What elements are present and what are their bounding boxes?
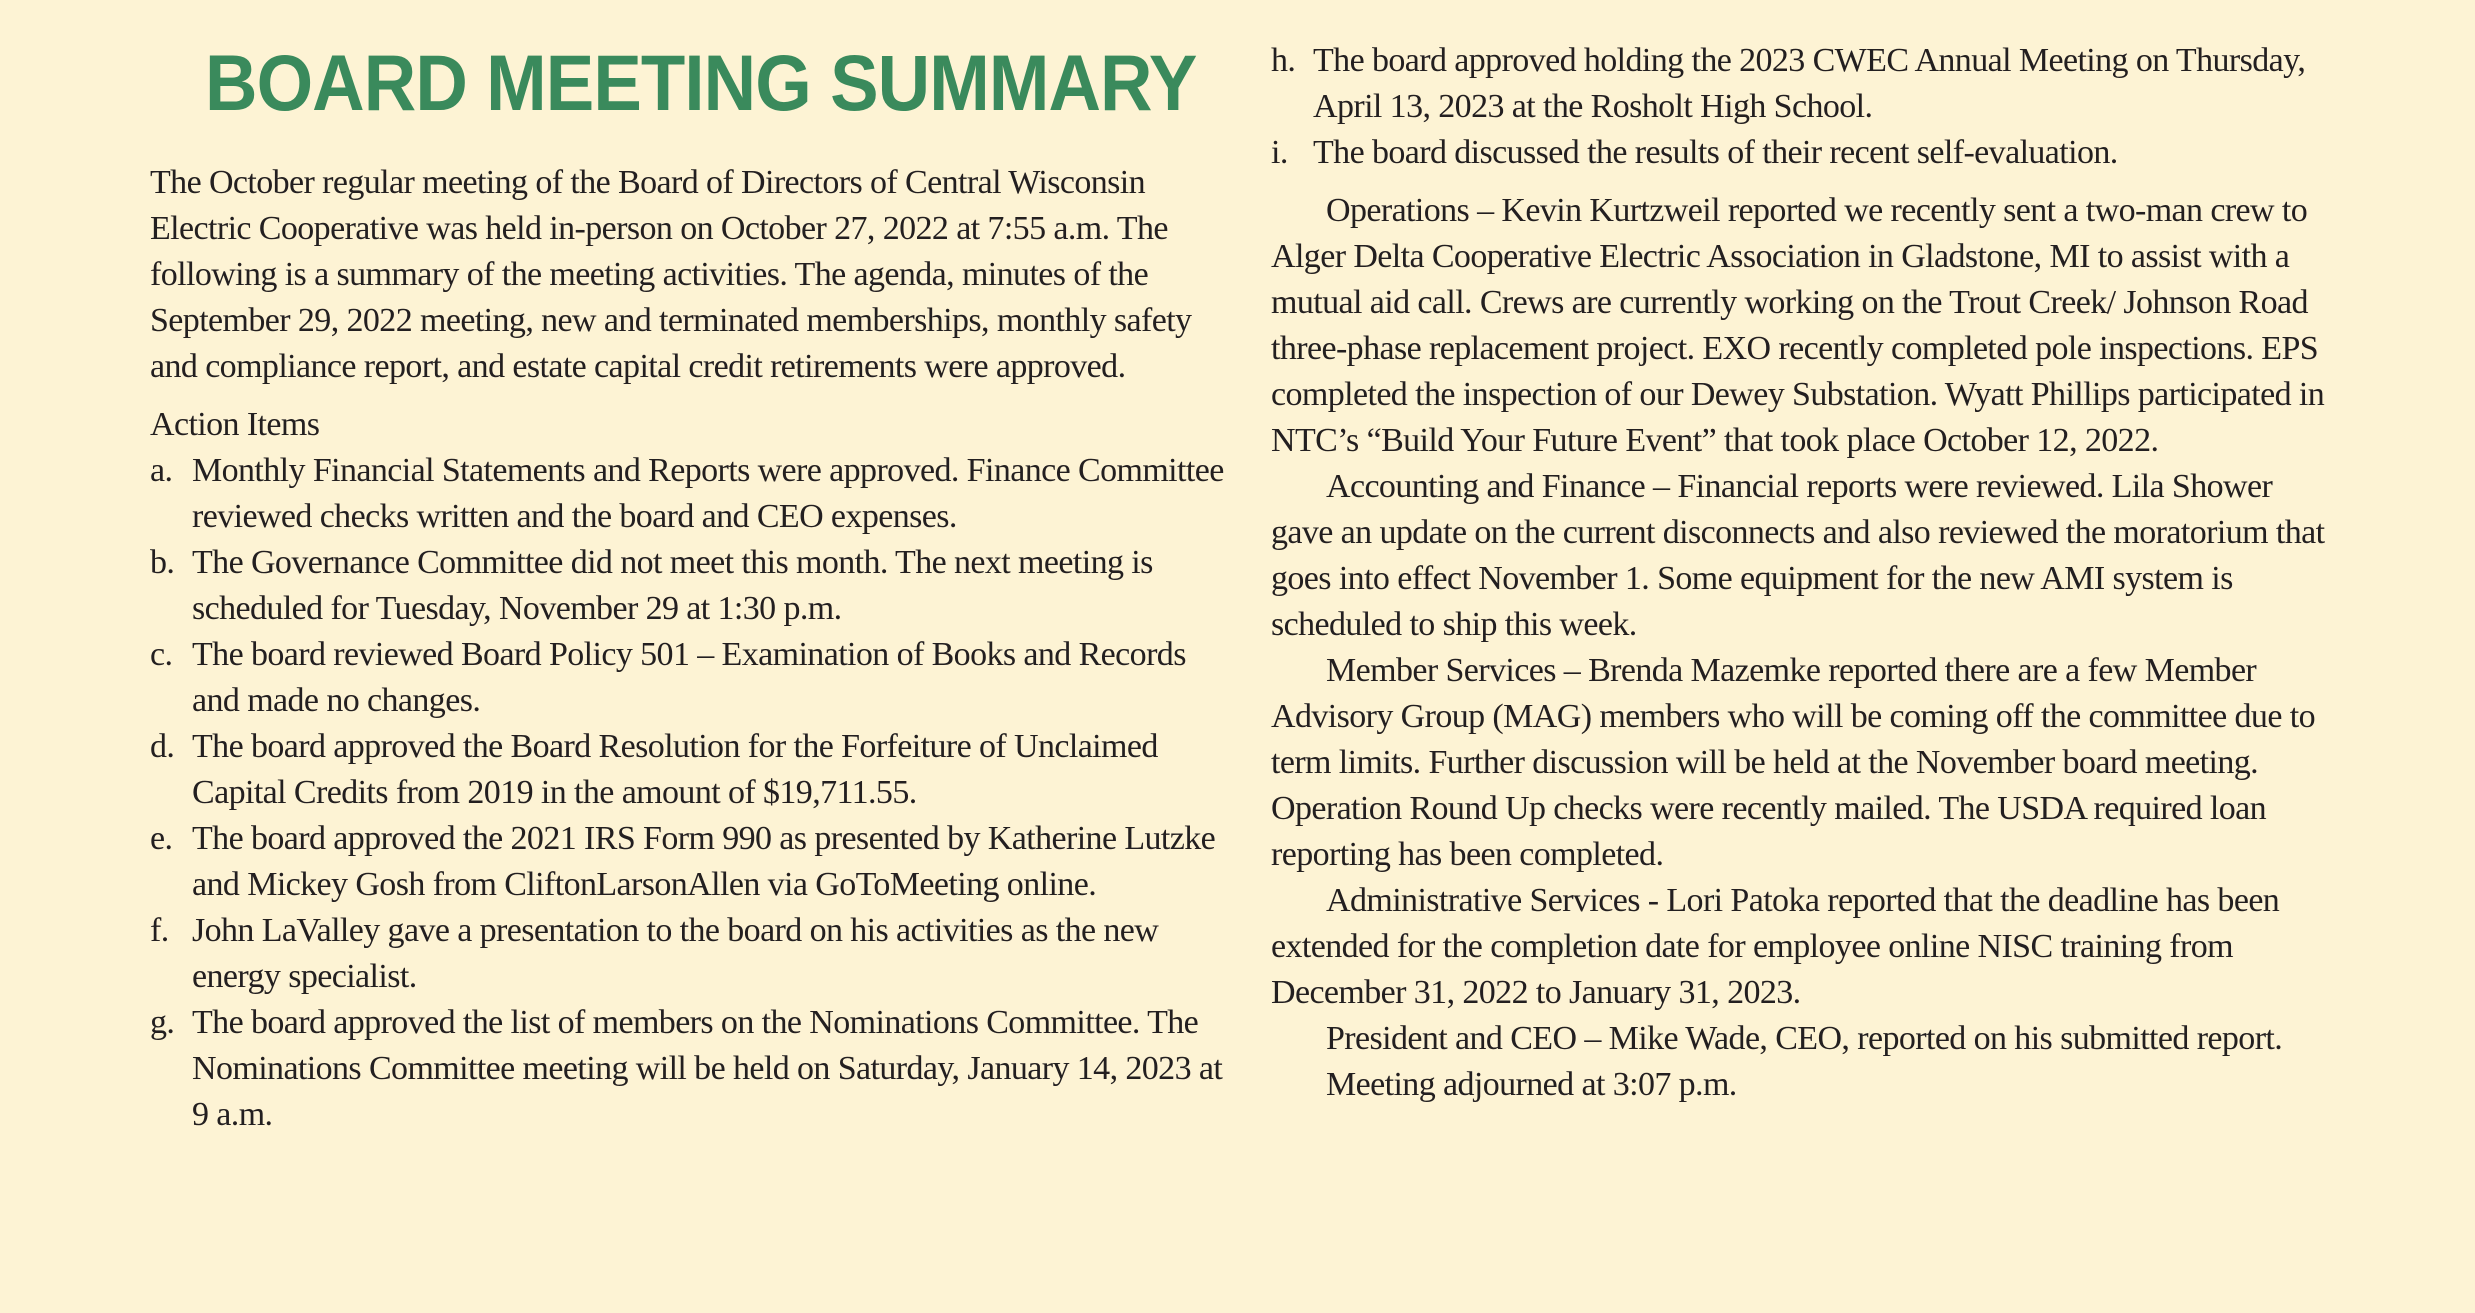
list-item-text: The board discussed the results of their recent self-evaluation. bbox=[1313, 134, 2118, 171]
list-marker: e. bbox=[150, 820, 173, 857]
list-marker: d. bbox=[150, 728, 175, 765]
list-item-text: The board approved holding the 2023 CWEC Annual Meeting on Thursday, April 13, 2023 at the Rosholt High School. bbox=[1313, 42, 2306, 125]
list-item bbox=[150, 908, 1230, 1000]
list-item-text: The board approved the 2021 IRS Form 990 as presented by Katherine Lutzke and Mickey Gosh from CliftonLarsonAllen via GoToMeeting online. bbox=[192, 820, 1216, 903]
list-item bbox=[150, 632, 1230, 724]
list-item bbox=[150, 448, 1230, 540]
report-member-services: Member Services – Brenda Mazemke reported there are a few Member Advisory Group (MAG) members who will be coming off the committee due to term limits. Further discussion will be held at the November board meeting. Operation Round Up checks were recently mailed. The USDA required loan reporting has been completed. bbox=[1271, 652, 2315, 873]
list-item-text: The Governance Committee did not meet this month. The next meeting is scheduled for Tuesday, November 29 at 1:30 p.m. bbox=[192, 544, 1153, 627]
intro-paragraph: The October regular meeting of the Board of Directors of Central Wisconsin Electric Cooperative was held in-person on October 27, 2022 at 7:55 a.m. The following is a summary of the meeting activities. The agenda, minutes of the September 29, 2022 meeting, new and terminated memberships, monthly safety and compliance report, and estate capital credit retirements were approved. bbox=[150, 164, 1192, 385]
list-item-text: The board reviewed Board Policy 501 – Examination of Books and Records and made no changes. bbox=[192, 636, 1186, 719]
list-item bbox=[150, 540, 1230, 632]
action-items-list-continued bbox=[1271, 38, 2336, 176]
list-marker: f. bbox=[150, 912, 169, 949]
list-marker: b. bbox=[150, 544, 175, 581]
list-item bbox=[150, 1000, 1230, 1138]
meeting-adjourned: Meeting adjourned at 3:07 p.m. bbox=[1326, 1066, 1737, 1103]
list-item bbox=[150, 724, 1230, 816]
list-item-text: The board approved the list of members on the Nominations Committee. The Nominations Committee meeting will be held on Saturday, January 14, 2023 at 9 a.m. bbox=[192, 1004, 1223, 1133]
list-item-text: Monthly Financial Statements and Reports were approved. Finance Committee reviewed checks written and the board and CEO expenses. bbox=[192, 452, 1224, 535]
report-administrative-services: Administrative Services - Lori Patoka reported that the deadline has been extended for the completion date for employee online NISC training from December 31, 2022 to January 31, 2023. bbox=[1271, 882, 2280, 1011]
action-items-heading: Action Items bbox=[150, 406, 320, 443]
list-item-text: John LaValley gave a presentation to the board on his activities as the new energy specialist. bbox=[192, 912, 1159, 995]
list-item bbox=[1271, 38, 2336, 130]
list-marker: g. bbox=[150, 1004, 175, 1041]
report-president-ceo: President and CEO – Mike Wade, CEO, reported on his submitted report. bbox=[1326, 1020, 2283, 1057]
list-marker: c. bbox=[150, 636, 173, 673]
action-items-list bbox=[150, 448, 1230, 1138]
intro-section bbox=[150, 160, 1230, 1138]
list-item-text: The board approved the Board Resolution for the Forfeiture of Unclaimed Capital Credits from 2019 in the amount of $19,711.55. bbox=[192, 728, 1158, 811]
page-title: BOARD MEETING SUMMARY bbox=[205, 38, 1197, 127]
list-item bbox=[150, 816, 1230, 908]
right-column bbox=[1271, 38, 2336, 1108]
list-marker: a. bbox=[150, 452, 173, 489]
left-column bbox=[150, 40, 1230, 1138]
report-operations: Operations – Kevin Kurtzweil reported we recently sent a two-man crew to Alger Delta Cooperative Electric Association in Gladstone, MI to assist with a mutual aid call. Crews are currently working on the Trout Creek/ Johnson Road three-phase replacement project. EXO recently completed pole inspections. EPS completed the inspection of our Dewey Substation. Wyatt Phillips participated in NTC’s “Build Your Future Event” that took place October 12, 2022. bbox=[1271, 192, 2325, 459]
report-accounting-finance: Accounting and Finance – Financial reports were reviewed. Lila Shower gave an update on the current disconnects and also reviewed the moratorium that goes into effect November 1. Some equipment for the new AMI system is scheduled to ship this week. bbox=[1271, 468, 2325, 643]
reports-section bbox=[1271, 188, 2336, 1108]
list-marker: i. bbox=[1271, 134, 1288, 171]
list-marker: h. bbox=[1271, 42, 1296, 79]
list-item bbox=[1271, 130, 2336, 176]
